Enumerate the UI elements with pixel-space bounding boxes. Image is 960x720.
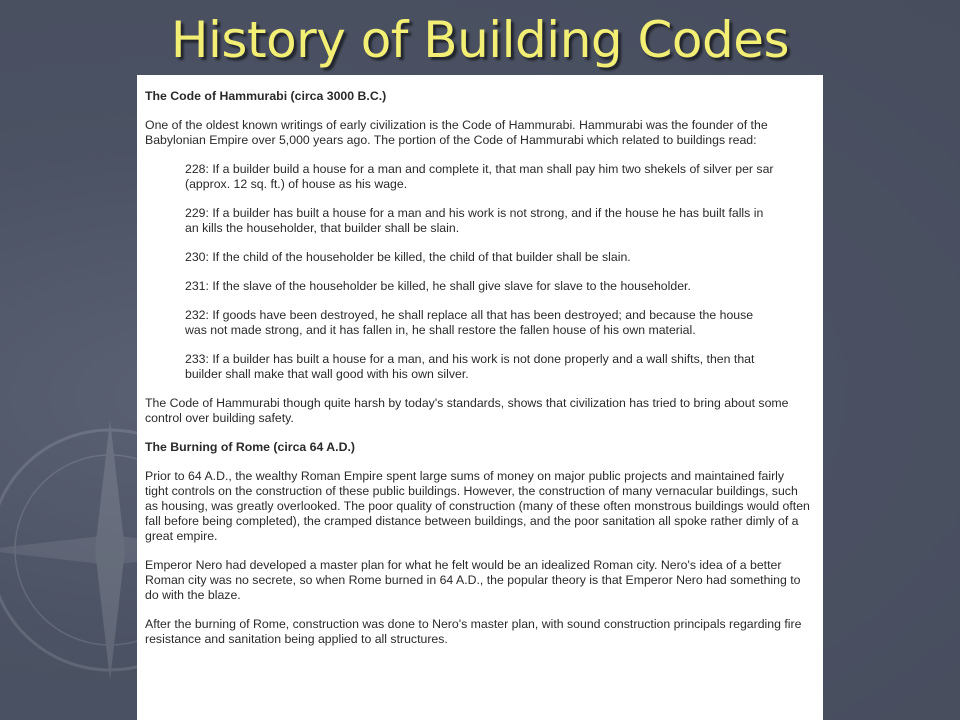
law-233: 233: If a builder has built a house for a man, and his work is not done properly and a wall shifts, then that builder shall make that wall good with his own silver. (185, 352, 755, 381)
intro-paragraph: One of the oldest known writings of early civilization is the Code of Hammurabi. Hammurabi was the founder of the Babylonian Empire over 5,000 years ago. The portion of the Code of Hammurabi which related to buildings read: (145, 118, 768, 147)
section-heading-hammurabi: The Code of Hammurabi (circa 3000 B.C.) (145, 89, 387, 103)
rome-paragraph-2: Emperor Nero had developed a master plan for what he felt would be an idealized Roman city. Nero's idea of a better Roman city was no secrete, so when Rome burned in 64 A.D., the popular theory is that Emperor Nero had something to do with the blaze. (145, 558, 801, 602)
law-231: 231: If the slave of the householder be killed, he shall give slave for slave to the householder. (185, 279, 691, 293)
rome-paragraph-3: After the burning of Rome, construction was done to Nero's master plan, with sound construction principals regarding fire resistance and sanitation being applied to all structures. (145, 617, 802, 646)
section-heading-rome: The Burning of Rome (circa 64 A.D.) (145, 440, 355, 454)
law-229: 229: If a builder has built a house for a man and his work is not strong, and if the house he has built falls in an kills the householder, that builder shall be slain. (185, 206, 764, 235)
law-228: 228: If a builder build a house for a man and complete it, that man shall pay him two shekels of silver per sar (approx. 12 sq. ft.) of house as his wage. (185, 162, 774, 191)
rome-paragraph-1: Prior to 64 A.D., the wealthy Roman Empire spent large sums of money on major public projects and maintained fairly tight controls on the construction of these public buildings. However, the construction of many vernacular buildings, such as housing, was greatly overlooked. The poor quality of construction (many of these often monstrous buildings would often fall before being completed), the cramped distance between buildings, and the poor sanitation all spoke rather dimly of a great empire. (145, 469, 810, 543)
slide-title: History of Building Codes (170, 11, 790, 69)
conclusion-paragraph: The Code of Hammurabi though quite harsh by today's standards, shows that civilization has tried to bring about some control over building safety. (145, 396, 789, 425)
law-230: 230: If the child of the householder be killed, the child of that builder shall be slain. (185, 250, 631, 264)
law-232: 232: If goods have been destroyed, he shall replace all that has been destroyed; and because the house was not made strong, and it has fallen in, he shall restore the fallen house of his own material. (185, 308, 754, 337)
document-scan (137, 75, 823, 720)
